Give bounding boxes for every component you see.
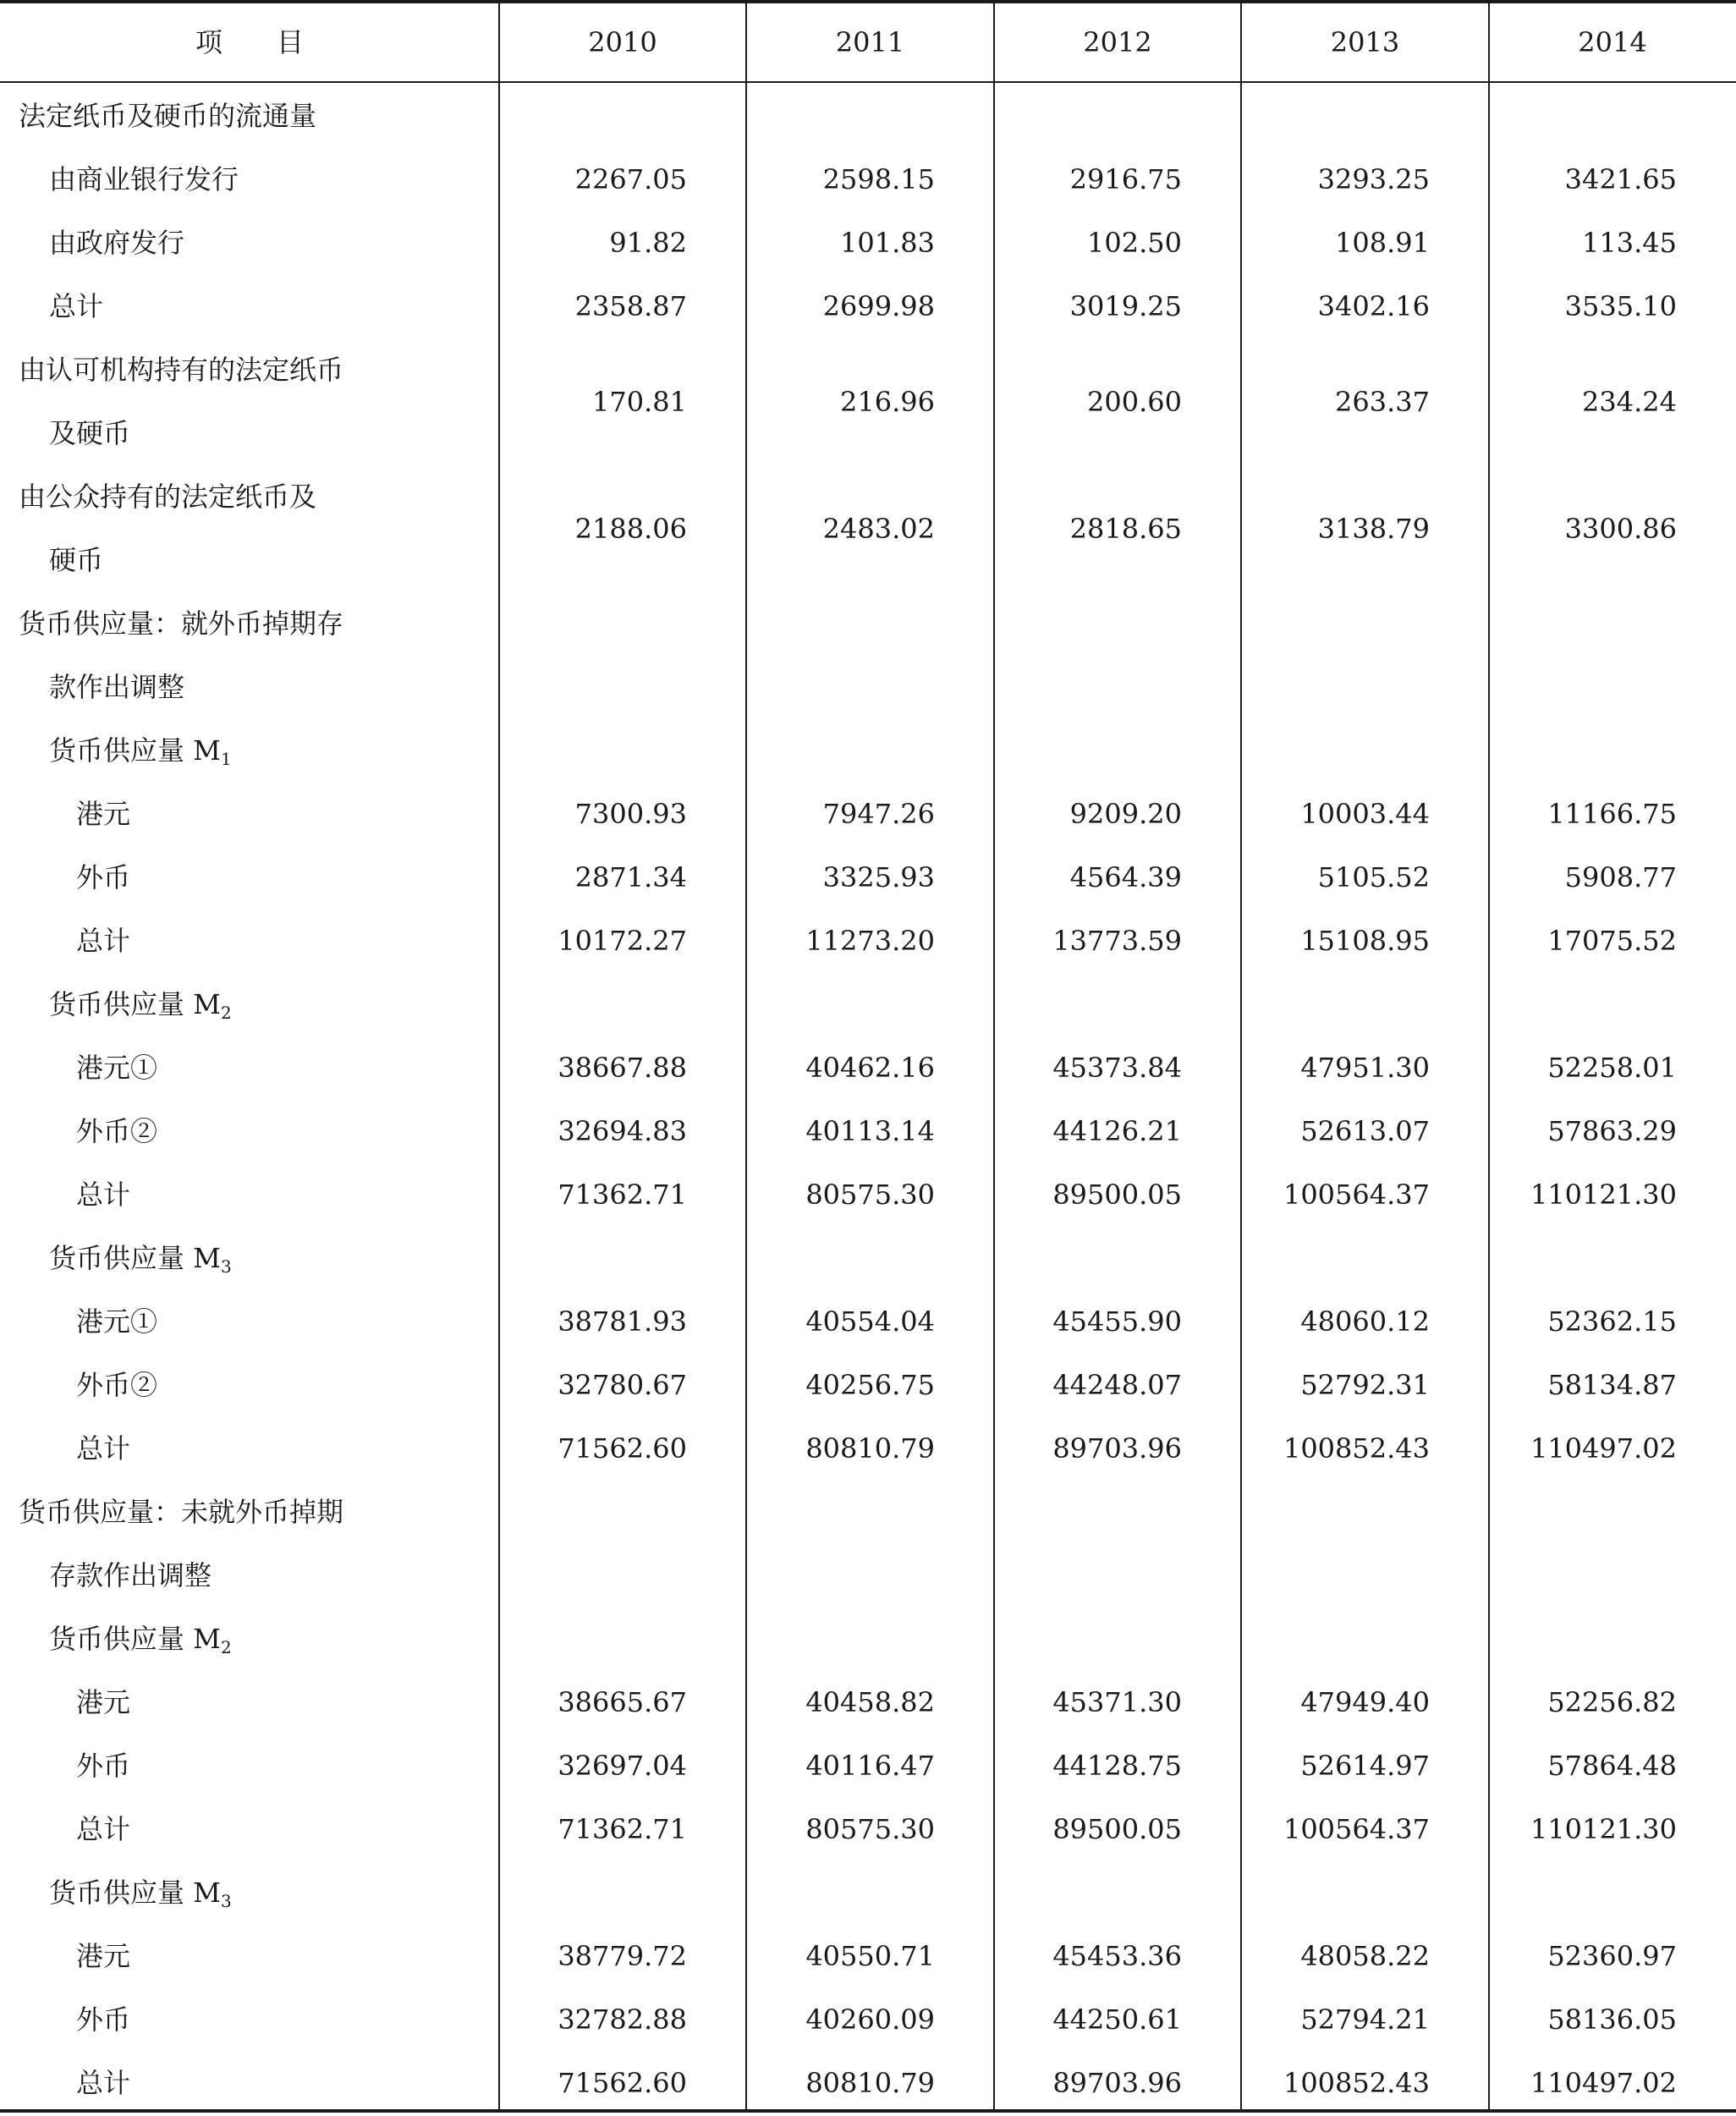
value-cell: 40554.04	[805, 1305, 935, 1338]
row-label-text: 外币	[76, 861, 131, 893]
value-cell: 2188.06	[574, 512, 687, 545]
value-cell: 52613.07	[1300, 1115, 1430, 1147]
value-cell: 89500.05	[1052, 1813, 1182, 1845]
value-cell: 216.96	[840, 385, 935, 418]
header-item: 项 目	[195, 26, 304, 58]
row-label	[76, 910, 499, 973]
value-cell: 263.37	[1335, 385, 1430, 418]
value-cell: 32697.04	[558, 1750, 687, 1782]
row-label	[19, 85, 499, 148]
row-label	[76, 1988, 499, 2052]
value-cell: 11166.75	[1547, 798, 1677, 830]
value-cell: 38779.72	[558, 1940, 687, 1972]
value-cell: 100852.43	[1283, 2067, 1430, 2099]
row-label	[49, 529, 499, 592]
value-cell: 48058.22	[1300, 1940, 1430, 1972]
value-cell: 58134.87	[1547, 1369, 1677, 1401]
value-cell: 5908.77	[1564, 861, 1677, 893]
value-cell: 52258.01	[1547, 1052, 1677, 1084]
value-cell: 45453.36	[1052, 1940, 1182, 1972]
value-cell: 44250.61	[1052, 2003, 1182, 2036]
row-label-text: 由公众持有的法定纸币及	[19, 481, 317, 513]
value-cell: 89500.05	[1052, 1179, 1182, 1211]
header-year: 2013	[1330, 26, 1400, 58]
row-label	[76, 1290, 499, 1354]
value-cell: 52792.31	[1300, 1369, 1430, 1401]
value-cell: 57864.48	[1547, 1750, 1677, 1782]
value-cell: 38781.93	[558, 1305, 687, 1338]
value-cell: 3019.25	[1069, 290, 1182, 322]
value-cell: 44126.21	[1052, 1115, 1182, 1147]
value-cell: 32694.83	[558, 1115, 687, 1147]
value-cell: 2871.34	[574, 861, 687, 893]
row-label-text: 总计	[76, 1179, 131, 1211]
value-cell: 40116.47	[805, 1750, 935, 1782]
value-cell: 38665.67	[558, 1686, 687, 1718]
value-cell: 80575.30	[805, 1813, 935, 1845]
value-cell: 52794.21	[1300, 2003, 1430, 2036]
subscript: 3	[220, 1891, 232, 1911]
row-label	[49, 1608, 499, 1671]
value-cell: 2483.02	[822, 512, 935, 545]
value-cell: 2598.15	[822, 163, 935, 195]
row-label	[49, 719, 499, 783]
row-label	[76, 1671, 499, 1734]
row-label-text: 总计	[49, 290, 104, 322]
row-label	[19, 338, 499, 402]
value-cell: 9209.20	[1069, 798, 1182, 830]
row-label-text: 货币供应量 M	[49, 734, 221, 767]
row-label	[76, 846, 499, 910]
value-cell: 5105.52	[1317, 861, 1430, 893]
row-label-text: 货币供应量 M	[49, 988, 221, 1020]
row-label-text: 外币	[76, 2003, 131, 2036]
value-cell: 7300.93	[574, 798, 687, 830]
value-cell: 52256.82	[1547, 1686, 1677, 1718]
value-cell: 4564.39	[1069, 861, 1182, 893]
row-label-text: 货币供应量 M	[49, 1242, 221, 1274]
value-cell: 40256.75	[805, 1369, 935, 1401]
value-cell: 3300.86	[1564, 512, 1677, 545]
value-cell: 52360.97	[1547, 1940, 1677, 1972]
row-label	[76, 2052, 499, 2115]
row-label	[49, 275, 499, 338]
value-cell: 170.81	[592, 385, 687, 418]
row-label-text: 货币供应量 M	[49, 1877, 221, 1909]
value-cell: 2699.98	[822, 290, 935, 322]
value-cell: 110497.02	[1530, 1432, 1677, 1465]
row-label	[76, 783, 499, 846]
value-cell: 71562.60	[558, 1432, 687, 1465]
row-label-text: 外币	[76, 1750, 131, 1782]
row-label	[49, 1544, 499, 1608]
row-label-text: 总计	[76, 925, 131, 957]
value-cell: 2267.05	[574, 163, 687, 195]
row-label-text: 港元①	[76, 1052, 158, 1084]
value-cell: 3402.16	[1317, 290, 1430, 322]
value-cell: 3421.65	[1564, 163, 1677, 195]
row-label	[49, 656, 499, 719]
value-cell: 71362.71	[558, 1179, 687, 1211]
row-label	[76, 1734, 499, 1798]
row-label	[19, 465, 499, 529]
row-label-text: 及硬币	[49, 417, 131, 449]
row-label-text: 硬币	[49, 544, 104, 576]
value-cell: 100564.37	[1283, 1179, 1430, 1211]
value-cell: 11273.20	[805, 925, 935, 957]
value-cell: 110121.30	[1530, 1813, 1677, 1845]
value-cell: 80810.79	[805, 2067, 935, 2099]
row-label	[19, 1481, 499, 1544]
row-label-text: 款作出调整	[49, 671, 185, 703]
row-label-text: 港元	[76, 1686, 131, 1718]
value-cell: 45455.90	[1052, 1305, 1182, 1338]
value-cell: 3325.93	[822, 861, 935, 893]
subscript: 3	[220, 1256, 232, 1277]
value-cell: 40462.16	[805, 1052, 935, 1084]
header-year: 2014	[1578, 26, 1647, 58]
value-cell: 32780.67	[558, 1369, 687, 1401]
row-label-text: 港元	[76, 798, 131, 830]
value-cell: 48060.12	[1300, 1305, 1430, 1338]
row-label-text: 外币②	[76, 1115, 158, 1147]
row-label-text: 由商业银行发行	[49, 163, 239, 195]
row-label-text: 货币供应量：就外币掉期存	[19, 607, 344, 640]
value-cell: 100852.43	[1283, 1432, 1430, 1465]
row-label	[76, 1417, 499, 1481]
row-label	[76, 1798, 499, 1861]
value-cell: 47949.40	[1300, 1686, 1430, 1718]
value-cell: 71362.71	[558, 1813, 687, 1845]
value-cell: 57863.29	[1547, 1115, 1677, 1147]
row-label-text: 总计	[76, 1432, 131, 1465]
row-label-text: 总计	[76, 2067, 131, 2099]
row-label-text: 法定纸币及硬币的流通量	[19, 100, 317, 132]
value-cell: 40260.09	[805, 2003, 935, 2036]
value-cell: 7947.26	[822, 798, 935, 830]
value-cell: 47951.30	[1300, 1052, 1430, 1084]
value-cell: 13773.59	[1052, 925, 1182, 957]
row-label	[76, 1925, 499, 1988]
row-label	[49, 973, 499, 1036]
value-cell: 80810.79	[805, 1432, 935, 1465]
row-label-text: 货币供应量 M	[49, 1623, 221, 1655]
value-cell: 113.45	[1582, 227, 1677, 259]
subscript: 1	[220, 749, 232, 769]
subscript: 2	[220, 1637, 232, 1657]
value-cell: 89703.96	[1052, 1432, 1182, 1465]
row-label	[76, 1354, 499, 1417]
value-cell: 234.24	[1582, 385, 1677, 418]
value-cell: 71562.60	[558, 2067, 687, 2099]
value-cell: 40113.14	[805, 1115, 935, 1147]
value-cell: 200.60	[1087, 385, 1182, 418]
row-label-text: 存款作出调整	[49, 1559, 212, 1591]
value-cell: 52362.15	[1547, 1305, 1677, 1338]
value-cell: 110497.02	[1530, 2067, 1677, 2099]
row-label-text: 货币供应量：未就外币掉期	[19, 1496, 344, 1528]
value-cell: 40458.82	[805, 1686, 935, 1718]
value-cell: 40550.71	[805, 1940, 935, 1972]
value-cell: 52614.97	[1300, 1750, 1430, 1782]
row-label	[49, 402, 499, 465]
value-cell: 10172.27	[558, 925, 687, 957]
row-label-text: 港元①	[76, 1305, 158, 1338]
header-year: 2010	[588, 26, 657, 58]
value-cell: 44128.75	[1052, 1750, 1182, 1782]
row-label	[49, 1861, 499, 1925]
value-cell: 3293.25	[1317, 163, 1430, 195]
header-year: 2012	[1083, 26, 1152, 58]
value-cell: 15108.95	[1300, 925, 1430, 957]
value-cell: 10003.44	[1300, 798, 1430, 830]
value-cell: 58136.05	[1547, 2003, 1677, 2036]
header-year: 2011	[835, 26, 905, 58]
value-cell: 108.91	[1335, 227, 1430, 259]
value-cell: 32782.88	[558, 2003, 687, 2036]
value-cell: 89703.96	[1052, 2067, 1182, 2099]
subscript: 2	[220, 1003, 232, 1023]
value-cell: 2358.87	[574, 290, 687, 322]
row-label	[49, 1227, 499, 1290]
value-cell: 80575.30	[805, 1179, 935, 1211]
value-cell: 3535.10	[1564, 290, 1677, 322]
header-rule	[0, 81, 1736, 83]
value-cell: 3138.79	[1317, 512, 1430, 545]
row-label	[76, 1100, 499, 1163]
value-cell: 110121.30	[1530, 1179, 1677, 1211]
row-label	[49, 148, 499, 212]
value-cell: 17075.52	[1547, 925, 1677, 957]
row-label	[76, 1163, 499, 1227]
value-cell: 44248.07	[1052, 1369, 1182, 1401]
row-label	[19, 592, 499, 656]
row-label-text: 总计	[76, 1813, 131, 1845]
value-cell: 45373.84	[1052, 1052, 1182, 1084]
value-cell: 91.82	[609, 227, 687, 259]
value-cell: 100564.37	[1283, 1813, 1430, 1845]
row-label-text: 港元	[76, 1940, 131, 1972]
value-cell: 2818.65	[1069, 512, 1182, 545]
value-cell: 38667.88	[558, 1052, 687, 1084]
value-cell: 101.83	[840, 227, 935, 259]
row-label-text: 外币②	[76, 1369, 158, 1401]
value-cell: 102.50	[1087, 227, 1182, 259]
row-label-text: 由认可机构持有的法定纸币	[19, 354, 344, 386]
row-label	[49, 212, 499, 275]
row-label	[76, 1036, 499, 1100]
row-label-text: 由政府发行	[49, 227, 185, 259]
value-cell: 45371.30	[1052, 1686, 1182, 1718]
value-cell: 2916.75	[1069, 163, 1182, 195]
